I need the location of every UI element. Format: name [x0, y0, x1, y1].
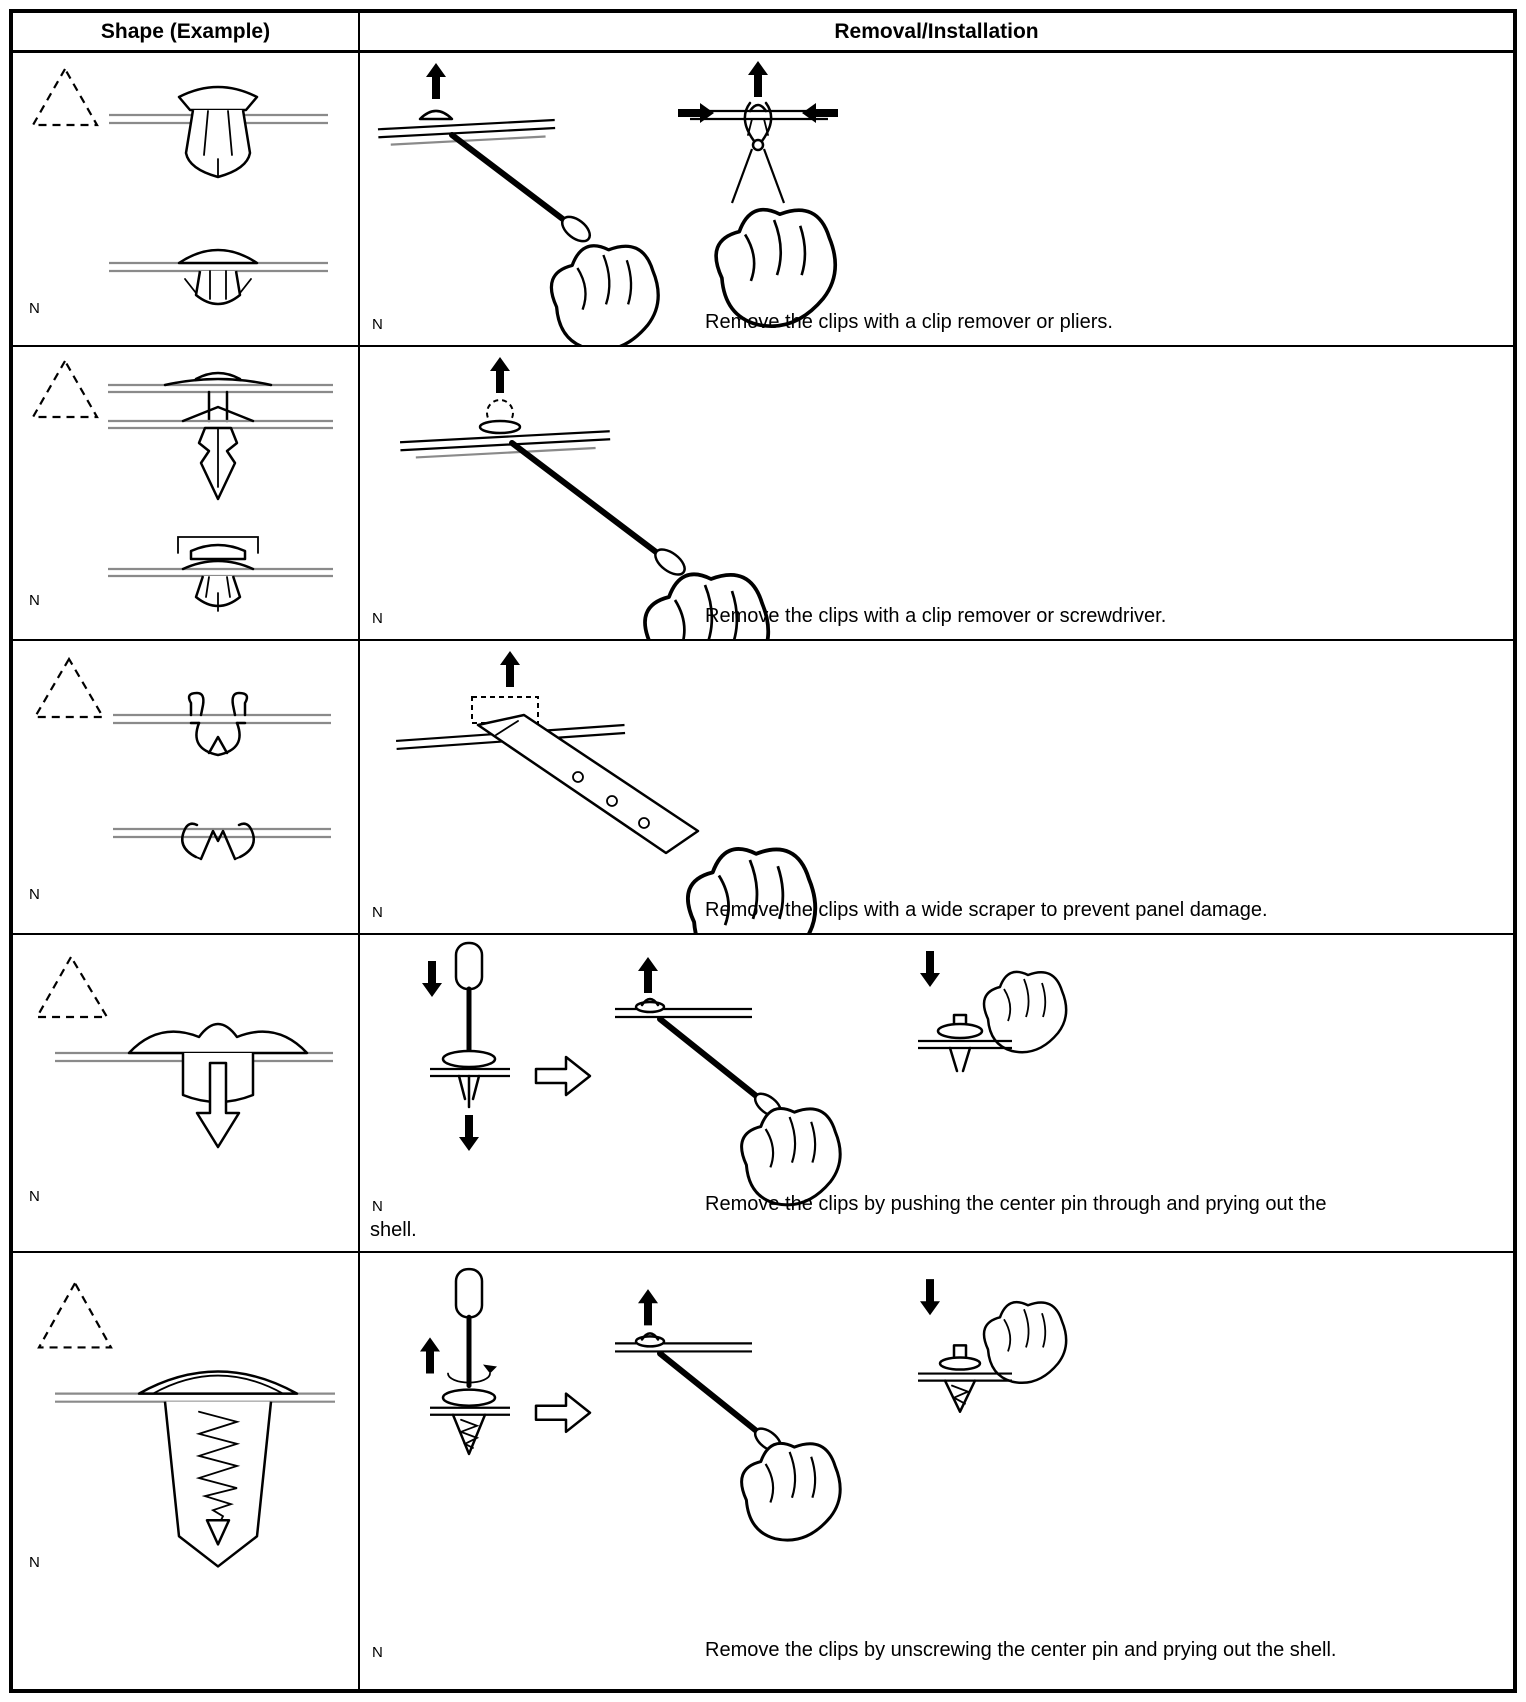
instruction-text: Remove the clips by pushing the center pin through and prying out the shell. — [370, 1193, 1327, 1241]
push-pin-step-drawing — [422, 943, 510, 1151]
center-pin-clip-drawing — [55, 1024, 333, 1147]
n-marker: N — [29, 1188, 40, 1205]
caption-row1 — [370, 309, 1373, 335]
down-arrow-icon — [920, 1279, 940, 1315]
unscrew-pin-removal-illustration — [360, 1253, 1513, 1689]
caution-triangle-icon — [33, 361, 97, 417]
removal-cell-row2 — [360, 347, 1513, 641]
n-marker: N — [372, 904, 383, 921]
next-step-arrow-icon — [536, 1057, 590, 1095]
clip-shape-illustration-row1 — [13, 53, 358, 345]
n-marker: N — [29, 300, 40, 317]
caption-row3 — [370, 897, 1373, 923]
n-marker: N — [372, 1198, 383, 1215]
up-arrow-icon — [638, 1289, 658, 1325]
anchor-clip-drawing — [108, 537, 333, 611]
caution-triangle-icon — [35, 659, 103, 717]
shape-cell-row3 — [13, 641, 360, 935]
clip-shape-illustration-row4 — [13, 935, 358, 1251]
clip-remover-drawing — [378, 63, 658, 345]
n-marker: N — [29, 886, 40, 903]
shape-cell-row4 — [13, 935, 360, 1253]
clip-shape-illustration-row3 — [13, 641, 358, 933]
push-clip-drawing — [109, 250, 328, 304]
screw-pin-clip-drawing — [55, 1372, 335, 1567]
caption-row5 — [370, 1637, 1373, 1663]
up-arrow-icon — [638, 957, 658, 993]
caption-row2 — [370, 603, 1373, 629]
caution-triangle-icon — [39, 1283, 111, 1347]
down-arrow-icon — [920, 951, 940, 987]
hand-icon — [984, 1302, 1066, 1383]
clip-remover-drawing — [400, 357, 768, 639]
removal-cell-row5 — [360, 1253, 1513, 1689]
scraper-drawing — [396, 651, 815, 933]
n-marker: N — [372, 1644, 383, 1661]
instruction-text: Remove the clips with a wide scraper to prevent panel damage. — [705, 899, 1268, 921]
up-arrow-icon — [420, 1337, 440, 1373]
up-arrow-icon — [426, 63, 446, 99]
clip-remover-illustration — [360, 347, 1513, 639]
expansion-clip-drawing — [109, 87, 328, 177]
up-arrow-icon — [500, 651, 520, 687]
n-marker: N — [372, 316, 383, 333]
column-header-shape — [13, 13, 360, 53]
wide-scraper-illustration — [360, 641, 1513, 933]
down-arrow-icon — [422, 961, 442, 997]
removal-cell-row1 — [360, 53, 1513, 347]
removal-header-label: Removal/Installation — [834, 19, 1039, 43]
instruction-text: Remove the clips with a clip remover or pliers. — [705, 311, 1113, 333]
install-step-drawing — [918, 1279, 1066, 1412]
shape-cell-row1 — [13, 53, 360, 347]
clip-shape-illustration-row5 — [13, 1253, 358, 1689]
unscrew-step-drawing — [420, 1269, 510, 1454]
pry-out-step-drawing — [615, 1289, 840, 1540]
shape-cell-row2 — [13, 347, 360, 641]
clip-shape-illustration-row2 — [13, 347, 358, 639]
down-arrow-icon — [459, 1115, 479, 1151]
hand-icon — [742, 1443, 841, 1540]
column-header-removal — [360, 13, 1513, 53]
n-marker: N — [372, 610, 383, 627]
removal-cell-row3 — [360, 641, 1513, 935]
next-step-arrow-icon — [536, 1394, 590, 1432]
clip-remover-and-pliers-illustration — [360, 53, 1513, 345]
pliers-drawing — [678, 61, 838, 326]
pry-out-step-drawing — [615, 957, 840, 1205]
up-arrow-icon — [748, 61, 768, 97]
caution-triangle-icon — [33, 69, 97, 125]
instruction-text: Remove the clips by unscrewing the center pin and prying out the shell. — [705, 1639, 1337, 1661]
screw-grommet-clip-drawing — [108, 373, 333, 499]
removal-cell-row4 — [360, 935, 1513, 1253]
shape-cell-row5 — [13, 1253, 360, 1689]
spring-metal-clip-drawing — [113, 693, 331, 755]
install-step-drawing — [918, 951, 1066, 1071]
n-marker: N — [29, 592, 40, 609]
spread-spring-clip-drawing — [113, 824, 331, 859]
up-arrow-icon — [490, 357, 510, 393]
n-marker: N — [29, 1554, 40, 1571]
caution-triangle-icon — [37, 957, 107, 1017]
clip-removal-table — [9, 9, 1517, 1693]
caption-row4 — [370, 1191, 1373, 1243]
shape-header-label: Shape (Example) — [100, 19, 271, 43]
instruction-text: Remove the clips with a clip remover or screwdriver. — [705, 605, 1167, 627]
